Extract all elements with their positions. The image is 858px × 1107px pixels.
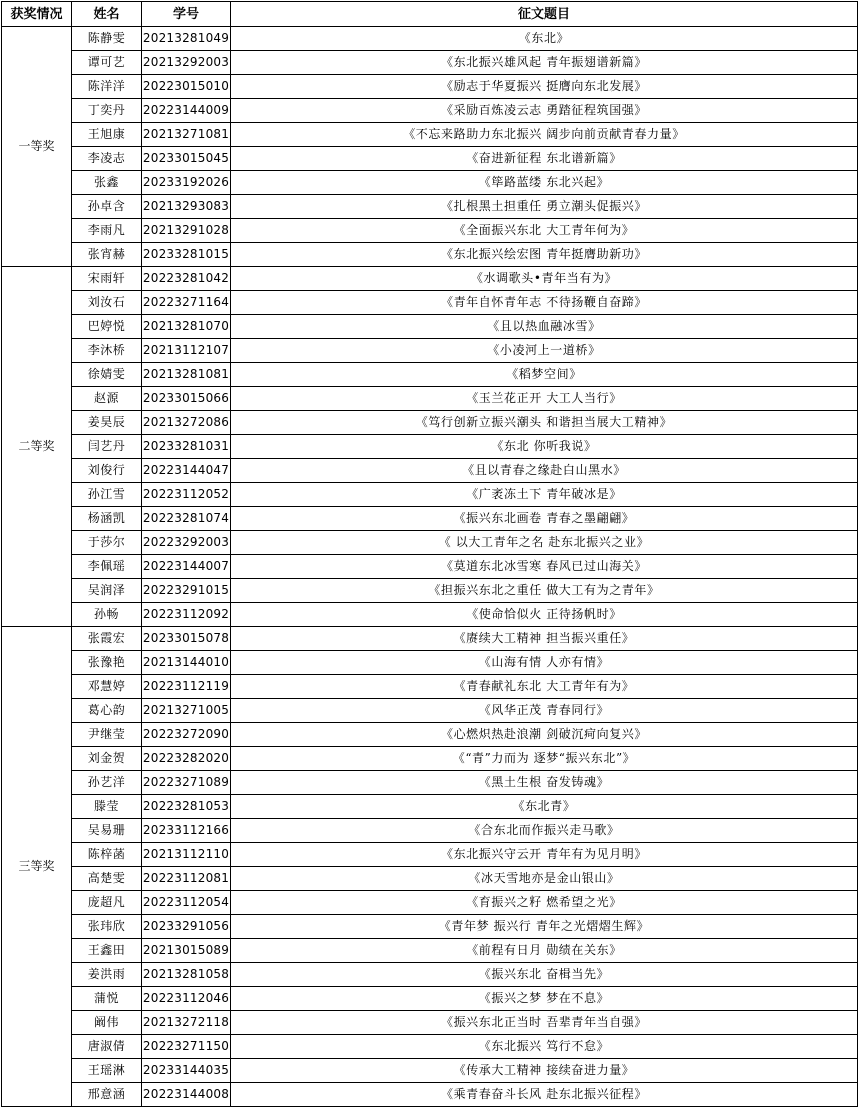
student-id-cell: 20213015089 [142,939,231,963]
student-name-cell: 张玮欣 [72,915,142,939]
student-id-cell: 20233015066 [142,387,231,411]
student-id-cell: 20213281070 [142,315,231,339]
essay-title-cell: 《赓续大工精神 担当振兴重任》 [231,627,858,651]
essay-title-cell: 《且以青春之缘赴白山黑水》 [231,459,858,483]
student-name-cell: 陈梓菡 [72,843,142,867]
table-row [2,291,858,315]
student-name-cell: 李沐桥 [72,339,142,363]
student-id-cell: 20233281015 [142,243,231,267]
essay-title-cell: 《 以大工青年之名 赴东北振兴之业》 [231,531,858,555]
table-row [2,843,858,867]
student-name-cell: 刘俊行 [72,459,142,483]
essay-title-cell: 《东北》 [231,27,858,51]
table-row [2,603,858,627]
table-row [2,27,858,51]
student-name-cell: 孙江雪 [72,483,142,507]
table-row [2,387,858,411]
student-name-cell: 闫艺丹 [72,435,142,459]
student-name-cell: 庞超凡 [72,891,142,915]
student-id-cell: 20233015078 [142,627,231,651]
essay-title-cell: 《风华正茂 青春同行》 [231,699,858,723]
student-name-cell: 丁奕丹 [72,99,142,123]
essay-title-cell: 《东北振兴绘宏图 青年挺膺助新功》 [231,243,858,267]
table-row [2,531,858,555]
student-id-cell: 20223281053 [142,795,231,819]
student-id-cell: 20223112052 [142,483,231,507]
student-name-cell: 邢意涵 [72,1083,142,1107]
student-name-cell: 阚伟 [72,1011,142,1035]
essay-title-cell: 《东北振兴雄风起 青年振翅谱新篇》 [231,51,858,75]
essay-title-cell: 《振兴之梦 梦在不息》 [231,987,858,1011]
table-row [2,435,858,459]
student-id-cell: 20213272118 [142,1011,231,1035]
table-row [2,267,858,291]
student-id-cell: 20233015045 [142,147,231,171]
essay-title-cell: 《东北青》 [231,795,858,819]
student-id-cell: 20223015010 [142,75,231,99]
student-name-cell: 孙卓含 [72,195,142,219]
header-award: 获奖情况 [2,2,72,27]
student-name-cell: 巴婷悦 [72,315,142,339]
table-row [2,963,858,987]
student-id-cell: 20223112054 [142,891,231,915]
student-id-cell: 20213112107 [142,339,231,363]
student-name-cell: 滕莹 [72,795,142,819]
table-row [2,315,858,339]
table-row [2,411,858,435]
award-level-cell: 一等奖 [2,27,72,267]
student-name-cell: 王鑫田 [72,939,142,963]
essay-title-cell: 《振兴东北画卷 青春之墨翩翩》 [231,507,858,531]
student-name-cell: 王旭康 [72,123,142,147]
student-id-cell: 20223112081 [142,867,231,891]
essay-title-cell: 《振兴东北正当时 吾辈青年当自强》 [231,1011,858,1035]
table-row [2,507,858,531]
student-name-cell: 吴易珊 [72,819,142,843]
student-id-cell: 20223281074 [142,507,231,531]
student-name-cell: 吴润泽 [72,579,142,603]
table-row [2,627,858,651]
student-name-cell: 陈洋洋 [72,75,142,99]
essay-title-cell: 《青春献礼东北 大工青年有为》 [231,675,858,699]
essay-title-cell: 《东北 你听我说》 [231,435,858,459]
award-level-cell: 三等奖 [2,627,72,1107]
table-row [2,243,858,267]
essay-title-cell: 《玉兰花正开 大工人当行》 [231,387,858,411]
student-name-cell: 高楚雯 [72,867,142,891]
student-name-cell: 刘金贺 [72,747,142,771]
table-row [2,99,858,123]
student-id-cell: 20213293083 [142,195,231,219]
table-row [2,747,858,771]
essay-title-cell: 《广袤冻土下 青年破冰是》 [231,483,858,507]
essay-title-cell: 《振兴东北 奋楫当先》 [231,963,858,987]
table-row [2,363,858,387]
student-name-cell: 王瑶淋 [72,1059,142,1083]
table-row [2,123,858,147]
award-level-cell: 二等奖 [2,267,72,627]
essay-title-cell: 《东北振兴 笃行不怠》 [231,1035,858,1059]
awards-table [1,1,858,1107]
student-name-cell: 张霞宏 [72,627,142,651]
table-body [2,27,858,1107]
essay-title-cell: 《乘青春奋斗长风 赴东北振兴征程》 [231,1083,858,1107]
student-id-cell: 20233281031 [142,435,231,459]
table-row [2,1035,858,1059]
essay-title-cell: 《合东北而作振兴走马歌》 [231,819,858,843]
table-row [2,867,858,891]
header-row [2,2,858,27]
table-row [2,171,858,195]
essay-title-cell: 《且以热血融冰雪》 [231,315,858,339]
essay-title-cell: 《扎根黑土担重任 勇立潮头促振兴》 [231,195,858,219]
student-id-cell: 20223271089 [142,771,231,795]
table-row [2,699,858,723]
essay-title-cell: 《莫道东北冰雪寒 春风已过山海关》 [231,555,858,579]
table-row [2,459,858,483]
student-name-cell: 杨涵凯 [72,507,142,531]
student-id-cell: 20223112092 [142,603,231,627]
student-name-cell: 李凌志 [72,147,142,171]
table-row [2,1083,858,1107]
essay-title-cell: 《使命恰似火 正待扬帆时》 [231,603,858,627]
table-row [2,147,858,171]
student-id-cell: 20233112166 [142,819,231,843]
student-id-cell: 20223144007 [142,555,231,579]
student-id-cell: 20223144009 [142,99,231,123]
table-row [2,579,858,603]
student-id-cell: 20223281042 [142,267,231,291]
student-id-cell: 20223282020 [142,747,231,771]
student-name-cell: 蒲悦 [72,987,142,1011]
student-name-cell: 张宵赫 [72,243,142,267]
student-name-cell: 刘汝石 [72,291,142,315]
student-name-cell: 唐淑倩 [72,1035,142,1059]
essay-title-cell: 《筚路蓝缕 东北兴起》 [231,171,858,195]
table-row [2,339,858,363]
table-row [2,795,858,819]
essay-title-cell: 《育振兴之籽 燃希望之光》 [231,891,858,915]
student-id-cell: 20213112110 [142,843,231,867]
student-id-cell: 20233291056 [142,915,231,939]
table-row [2,555,858,579]
essay-title-cell: 《传承大工精神 接续奋进力量》 [231,1059,858,1083]
header-essay-title: 征文题目 [231,2,858,27]
essay-title-cell: 《青年自怀青年志 不待扬鞭自奋蹄》 [231,291,858,315]
student-id-cell: 20213281081 [142,363,231,387]
essay-title-cell: 《冰天雪地亦是金山银山》 [231,867,858,891]
student-name-cell: 于莎尔 [72,531,142,555]
table-row [2,915,858,939]
student-id-cell: 20233144035 [142,1059,231,1083]
student-name-cell: 陈静雯 [72,27,142,51]
table-row [2,75,858,99]
student-id-cell: 20213272086 [142,411,231,435]
student-name-cell: 宋雨轩 [72,267,142,291]
student-name-cell: 赵源 [72,387,142,411]
student-name-cell: 姜昊辰 [72,411,142,435]
table-row [2,1059,858,1083]
header-name: 姓名 [72,2,142,27]
header-student-id: 学号 [142,2,231,27]
student-id-cell: 20213281049 [142,27,231,51]
student-name-cell: 李佩瑶 [72,555,142,579]
student-name-cell: 谭可艺 [72,51,142,75]
student-id-cell: 20223112046 [142,987,231,1011]
table-row [2,891,858,915]
student-name-cell: 张鑫 [72,171,142,195]
student-name-cell: 李雨凡 [72,219,142,243]
student-name-cell: 邓慧婷 [72,675,142,699]
student-name-cell: 葛心韵 [72,699,142,723]
essay-title-cell: 《心燃炽热赴浪潮 剑破沉疴向复兴》 [231,723,858,747]
student-name-cell: 孙艺洋 [72,771,142,795]
student-id-cell: 20213271081 [142,123,231,147]
student-name-cell: 姜洪雨 [72,963,142,987]
table-row [2,771,858,795]
student-id-cell: 20233192026 [142,171,231,195]
essay-title-cell: 《水调歌头•青年当有为》 [231,267,858,291]
essay-title-cell: 《奋进新征程 东北谱新篇》 [231,147,858,171]
essay-title-cell: 《山海有情 人亦有情》 [231,651,858,675]
essay-title-cell: 《励志于华夏振兴 挺膺向东北发展》 [231,75,858,99]
table-row [2,483,858,507]
essay-title-cell: 《“青”力而为 逐梦“振兴东北”》 [231,747,858,771]
student-id-cell: 20213292003 [142,51,231,75]
table-header [2,2,858,27]
table-row [2,219,858,243]
essay-title-cell: 《采励百炼凌云志 勇踏征程筑国强》 [231,99,858,123]
student-name-cell: 徐婧雯 [72,363,142,387]
table-row [2,51,858,75]
essay-title-cell: 《不忘来路助力东北振兴 阔步向前贡献青春力量》 [231,123,858,147]
student-id-cell: 20223271150 [142,1035,231,1059]
student-name-cell: 张豫艳 [72,651,142,675]
student-id-cell: 20223271164 [142,291,231,315]
essay-title-cell: 《黑土生根 奋发铸魂》 [231,771,858,795]
student-id-cell: 20223292003 [142,531,231,555]
student-id-cell: 20213144010 [142,651,231,675]
student-name-cell: 尹继莹 [72,723,142,747]
table-row [2,819,858,843]
table-row [2,723,858,747]
student-id-cell: 20223144047 [142,459,231,483]
table-row [2,987,858,1011]
table-row [2,651,858,675]
table-row [2,195,858,219]
student-id-cell: 20223291015 [142,579,231,603]
essay-title-cell: 《稻梦空间》 [231,363,858,387]
student-id-cell: 20213271005 [142,699,231,723]
essay-title-cell: 《东北振兴守云开 青年有为见月明》 [231,843,858,867]
student-id-cell: 20223272090 [142,723,231,747]
table-row [2,1011,858,1035]
table-row [2,939,858,963]
student-id-cell: 20223144008 [142,1083,231,1107]
table-row [2,675,858,699]
essay-title-cell: 《担振兴东北之重任 做大工有为之青年》 [231,579,858,603]
student-name-cell: 孙畅 [72,603,142,627]
essay-title-cell: 《全面振兴东北 大工青年何为》 [231,219,858,243]
essay-title-cell: 《笃行创新立振兴潮头 和谐担当展大工精神》 [231,411,858,435]
essay-title-cell: 《青年梦 振兴行 青年之光熠熠生辉》 [231,915,858,939]
essay-title-cell: 《小凌河上一道桥》 [231,339,858,363]
student-id-cell: 20213291028 [142,219,231,243]
student-id-cell: 20213281058 [142,963,231,987]
essay-title-cell: 《前程有日月 勋绩在关东》 [231,939,858,963]
student-id-cell: 20223112119 [142,675,231,699]
